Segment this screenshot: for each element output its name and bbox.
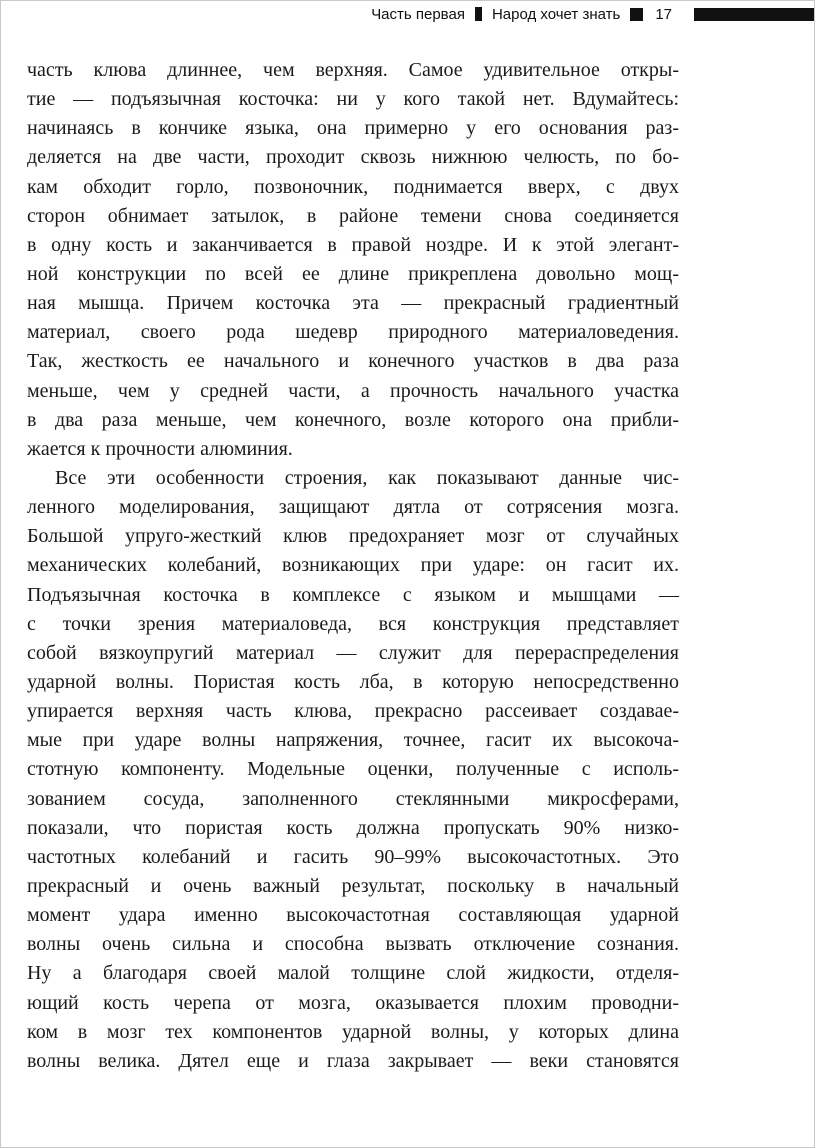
running-header bbox=[371, 3, 814, 25]
header-chapter-title: Народ хочет знать bbox=[491, 5, 621, 23]
text-line: зованием сосуда, заполненного стеклянными микросферами, bbox=[27, 787, 679, 810]
text-line: показали, что пористая кость должна пропускать 90% низко- bbox=[27, 816, 679, 839]
text-line: кам обходит горло, позвоночник, поднимается вверх, с двух bbox=[27, 175, 679, 198]
header-separator-bar bbox=[475, 7, 482, 21]
header-separator-square bbox=[630, 8, 643, 21]
text-line: начинаясь в кончике языка, она примерно у его основания раз- bbox=[27, 117, 679, 140]
header-rule bbox=[694, 8, 814, 21]
text-line: собой вязкоупругий материал — служит для перераспределения bbox=[27, 641, 679, 664]
text-line: меньше, чем у средней части, а прочность начального участка bbox=[27, 379, 679, 402]
text-line: механических колебаний, возникающих при ударе: он гасит их. bbox=[27, 554, 679, 577]
text-line: Подъязычная косточка в комплексе с языком и мышцами — bbox=[27, 583, 679, 606]
text-line: сторон обнимает затылок, в районе темени снова соединяется bbox=[27, 204, 679, 227]
text-line: деляется на две части, проходит сквозь нижнюю челюсть, по бо- bbox=[27, 146, 679, 169]
text-line: мые при ударе волны напряжения, точнее, гасит их высокоча- bbox=[27, 729, 679, 752]
text-line: волны очень сильна и способна вызвать отключение сознания. bbox=[27, 933, 679, 956]
text-line: ющий кость черепа от мозга, оказывается плохим проводни- bbox=[27, 991, 679, 1014]
text-line: ком в мозг тех компонентов ударной волны, у которых длина bbox=[27, 1020, 679, 1043]
text-line: ударной волны. Пористая кость лба, в которую непосредственно bbox=[27, 670, 679, 693]
text-line: часть клюва длиннее, чем верхняя. Самое удивительное откры- bbox=[27, 59, 679, 81]
text-line: Большой упруго-жесткий клюв предохраняет мозг от случайных bbox=[27, 525, 679, 548]
paragraph-first-line: Все эти особенности строения, как показывают данные чис- bbox=[55, 466, 679, 489]
text-line: в одну кость и заканчивается в правой ноздре. И к этой элегант- bbox=[27, 233, 679, 256]
text-line: с точки зрения материаловеда, вся конструкция представляет bbox=[27, 612, 679, 635]
text-line: Ну а благодаря своей малой толщине слой жидкости, отделя- bbox=[27, 962, 679, 985]
text-line: стотную компоненту. Модельные оценки, полученные с исполь- bbox=[27, 758, 679, 781]
text-line: частотных колебаний и гасить 90–99% высокочастотных. Это bbox=[27, 845, 679, 868]
text-line: материал, своего рода шедевр природного материаловедения. bbox=[27, 321, 679, 344]
text-line: Так, жесткость ее начального и конечного участков в два раза bbox=[27, 350, 679, 373]
body-text bbox=[27, 56, 679, 1076]
page-number: 17 bbox=[655, 5, 672, 23]
text-line: ной конструкции по всей ее длине прикреплена довольно мощ- bbox=[27, 262, 679, 285]
text-line: ленного моделирования, защищают дятла от сотрясения мозга. bbox=[27, 496, 679, 519]
text-line: тие — подъязычная косточка: ни у кого такой нет. Вдумайтесь: bbox=[27, 88, 679, 111]
text-line: в два раза меньше, чем конечного, возле которого она прибли- bbox=[27, 408, 679, 431]
text-line: прекрасный и очень важный результат, поскольку в начальный bbox=[27, 874, 679, 897]
text-line: волны велика. Дятел еще и глаза закрывает — веки становятся bbox=[27, 1049, 679, 1072]
text-line: ная мышца. Причем косточка эта — прекрасный градиентный bbox=[27, 292, 679, 315]
text-line: момент удара именно высокочастотная составляющая ударной bbox=[27, 904, 679, 927]
text-line: упирается верхняя часть клюва, прекрасно рассеивает создавае- bbox=[27, 700, 679, 723]
header-part-title: Часть первая bbox=[371, 5, 465, 23]
paragraph-last-line: жается к прочности алюминия. bbox=[27, 437, 293, 460]
